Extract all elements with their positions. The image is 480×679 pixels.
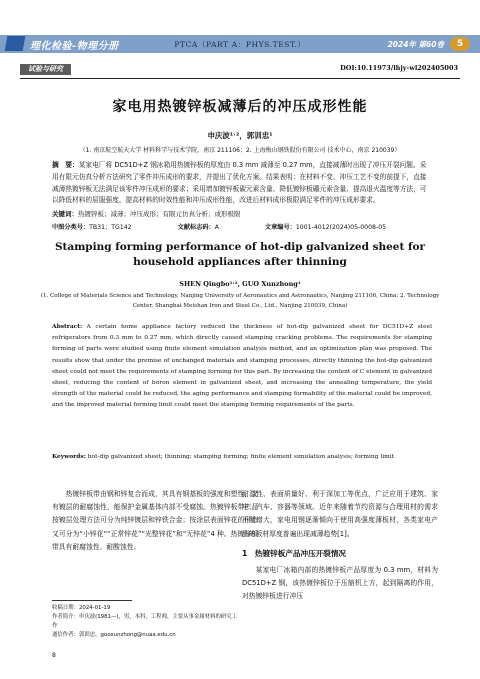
chinese-keywords	[52, 209, 432, 220]
header-divider	[20, 78, 460, 79]
abstract-label: 摘 要：	[52, 161, 79, 169]
corresponding-author: 通信作者：郭训忠，guoxunzhong@nuaa.edu.cn	[52, 632, 176, 638]
body-right-column	[242, 488, 438, 604]
chinese-affiliation: （1. 南京航空航天大学 材料科学与技术学院，南京 211106；2. 上海梅山钢铁股份有限公司 技术中心，南京 210039）	[79, 147, 401, 154]
page-number: 8	[52, 652, 56, 659]
english-authors: SHEN Qingbo¹˒², GUO Xunzhong¹	[179, 280, 301, 288]
article-id: 文章编号：1001-4012(2024)05-0008-05	[264, 224, 387, 231]
keywords-label: 关键词：	[52, 210, 78, 218]
keywords-text: 热镀锌板；减薄；冲压成形；有限元仿真分析；成形极限	[78, 210, 241, 218]
footnote-divider	[52, 600, 132, 601]
section-tag: 试验与研究	[20, 64, 71, 75]
section-heading: 1 热镀锌板产品冲压开裂情况	[242, 548, 347, 558]
english-abstract	[52, 321, 432, 412]
english-keywords-text: hot-dip galvanized sheet; thinning; stamping forming; finite element simulation analysis; forming limit	[87, 454, 394, 460]
journal-header	[0, 0, 480, 60]
english-title: Stamping forming performance of hot-dip galvanized sheet for household appliances after thinning	[54, 241, 426, 268]
doi: DOI:10.11973/lhjy-wl202405003	[340, 64, 458, 72]
abstract-text: 某家电厂将 DC51D+Z 钢冰箱用热镀锌板的厚度由 0.3 mm 减薄至 0.27 mm，直接减薄时出现了冲压开裂问题。采用有限元仿真分析方法研究了零件冲压成形的要求，并提出了优化方案。结果表明：在材料不变、冲压工艺不变的前提下，直接减薄热镀锌板无法满足该零件冲压成形的要求；采用增加镀锌板碳元素含量、降低镀锌板硼元素含量、提高退火温度等方法，可以降低材料的屈服强度，提高材料的时效性能和冲压成形性能，改进后材料成形极限满足零件的冲压成形要求。	[52, 161, 427, 205]
clc-code: 中图分类号：TB31；TG142	[52, 224, 132, 231]
english-keywords	[52, 451, 432, 463]
chinese-authors: 申庆波¹˒²，郭训忠¹	[207, 131, 273, 140]
journal-part: PTCA（PART A：PHYS.TEST.）	[174, 40, 306, 49]
issue-label: 2024年 第60卷	[387, 40, 444, 49]
body-paragraph: 热镀锌板带由钢和锌复合而成，其具有钢基板的强度和塑性，又有镀层的耐腐蚀性，能保护金属基体内部不受腐蚀。热镀锌板带产品按镀层处理方法可分为纯锌镀层和锌铁合金；按涂层表面锌花的形态又可分为“小锌花”“正常锌花”“光整锌花”和“无锌花”4 种。热镀锌板带具有耐腐蚀性、耐酸蚀性、	[52, 490, 258, 551]
body-paragraph: 某家电厂冰箱内部的热镀锌板产品厚度为 0.3 mm，材料为 DC51D+Z 钢，该热镀锌板位于压缩机上方，起到隔离的作用，对热镀锌板进行冲压	[242, 566, 438, 601]
english-abstract-label: Abstract:	[52, 323, 83, 330]
footnotes	[52, 604, 242, 640]
english-keywords-label: Keywords:	[52, 453, 86, 460]
document-code: 文献标志码：A	[177, 224, 219, 231]
body-left-column	[52, 488, 258, 554]
received-date: 收稿日期：2024-01-19	[52, 605, 111, 611]
chinese-abstract	[52, 160, 432, 207]
classification-row	[52, 222, 432, 231]
english-affiliation: (1. College of Materials Science and Technology, Nanjing University of Aeronautics and Astronautics, Nanjing 211106, China; 2. Technology Center, Shanghai Meishan Iron and Steel Co., Ltd., Nanjing 210039, China)	[40, 293, 440, 309]
body-paragraph: 耐湿性、表面质量好、利于深加工等优点，广泛应用于建筑、家电、汽车、容器等领域。近年来随着节约资源与合理用材的需求不断增大，家电用钢逐渐倾向于使用高强度薄板材，各类家电产品的板材厚度普遍出现减薄趋势[1]。	[242, 490, 438, 538]
author-info: 作者简介：申庆波(1981—)，男，本科，工程师，主要从事金属材料的研究工作	[52, 614, 238, 629]
journal-name: 理化检验-物理分册	[30, 41, 119, 52]
chinese-title: 家电用热镀锌板减薄后的冲压成形性能	[112, 99, 368, 115]
issue-number-badge: 5	[450, 37, 470, 51]
english-abstract-text: A certain home appliance factory reduced the thickness of hot-dip galvanized sheet for DC51D+Z steel refrigerators from 0.3 mm to 0.27 mm, which directly caused stamping cracking problems. The requirements for stamping forming of parts were studied using finite element simulation analysis method, and an optimization plan was proposed. The results show that under the premise of unchanged materials and stamping processes, directly thinning the hot-dip galvanized sheet could not meet the requirements of stamping forming for this part. By increasing the content of C element in galvanized sheet, reducing the content of boron element in galvanized sheet, and increasing the annealing temperature, the yield strength of the material could be reduced, the aging performance and stamping formability of the material could be improved, and the improved material forming limit could meet the stamping forming requirements of the parts.	[52, 324, 432, 409]
